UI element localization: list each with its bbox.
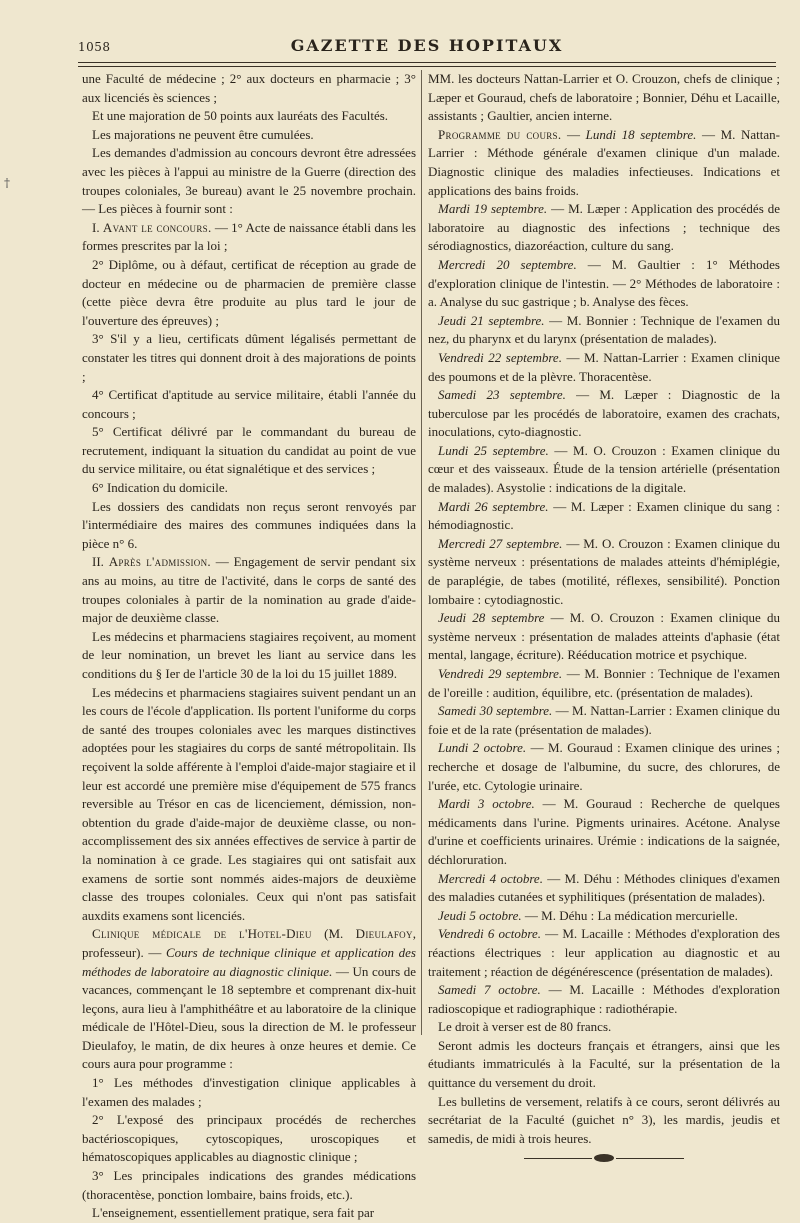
heading-run: Après l'admission.	[108, 554, 211, 570]
text-run: 3° S'il y a lieu, certificats dûment légalisés permettant de constater les titres qui donnent droit à des majorations de points ;	[82, 331, 416, 384]
text-run: Les demandes d'admission au concours devront être adressées avec les pièces à l'appui au ministre de la Guerre (direction des troupes coloniales, 3e bureau) avant le 25 novembre prochain. — Les pièces à fournir sont :	[82, 145, 416, 217]
text-run: — M. Gouraud : Examen clinique des urines ; recherche et dosage de l'albumine, du sucre, des chlorures, de l'urée, etc. Cytologie urinaire.	[428, 740, 780, 793]
paragraph	[82, 479, 416, 498]
paragraph	[428, 312, 780, 349]
date-run: Vendredi 29 septembre.	[438, 666, 563, 681]
paragraph	[428, 609, 780, 665]
paragraph	[428, 70, 780, 126]
paragraph	[428, 665, 780, 702]
date-run: Mercredi 27 septembre.	[438, 535, 563, 551]
paragraph	[428, 498, 780, 535]
paragraph	[82, 1204, 416, 1223]
text-run: — M. Lacaille : Méthodes d'exploration des réactions électriques : leur application au diagnostic et au traitement ; réaction de dégénérescence (présentation de malades).	[428, 926, 780, 979]
date-run: Mercredi 20 septembre.	[438, 256, 577, 272]
paragraph	[428, 907, 780, 926]
text-run: — M. Nattan-Larrier : Méthode générale d'examen clinique d'un malade. Diagnostic clinique des maladies infectieuses. Indications et applications des bains froids.	[428, 126, 780, 198]
paragraph	[82, 553, 416, 627]
text-run: — M. Gaultier : 1° Méthodes d'exploration clinique de l'intestin. — 2° Méthodes de laboratoire : a. Analyse du suc gastrique ; b. Analyse des fèces.	[428, 256, 780, 310]
text-run: — M. Bonnier : Technique de l'examen de l'oreille : audition, équilibre, etc. (présentation de malades).	[428, 666, 780, 700]
paragraph	[428, 200, 780, 256]
text-run: — M. Nattan-Larrier : Examen clinique du foie et de la rate (présentation de malades).	[428, 703, 780, 737]
date-run: Samedi 30 septembre.	[438, 703, 553, 719]
paragraph	[82, 126, 416, 145]
column-divider	[421, 70, 422, 1035]
paragraph	[428, 535, 780, 609]
paragraph	[428, 870, 780, 907]
paragraph	[82, 256, 416, 330]
page-header	[78, 36, 776, 64]
paragraph	[82, 498, 416, 554]
text-run: — M. O. Crouzon : Examen clinique du système nerveux : présentations de malades atteints d'hémiplégie, de paraplégie, de tabes (motilité, réflexes, sensibilité). Ponction lombaire : cytodiagnostic.	[428, 535, 780, 607]
date-run: Mardi 19 septembre.	[438, 201, 548, 217]
date-run: Lundi 25 septembre.	[438, 442, 549, 458]
text-run: 1° Les méthodes d'investigation clinique applicables à l'examen des malades ;	[82, 1075, 416, 1109]
paragraph	[428, 256, 780, 312]
paragraph	[428, 739, 780, 795]
text-run: — 1° Acte de naissance établi dans les formes prescrites par la loi ;	[82, 219, 416, 254]
paragraph	[82, 386, 416, 423]
paragraph	[82, 144, 416, 218]
text-run: — M. Læper : Examen clinique du sang : hémodiagnostic.	[428, 498, 780, 533]
text-run: MM. les docteurs Nattan-Larrier et O. Crouzon, chefs de clinique ; Læper et Gouraud, chefs de laboratoire ; Bonnier, Déhu et Lacaille, assistants ; Gaultier, ancien interne.	[428, 71, 780, 124]
paragraph	[428, 981, 780, 1018]
text-run: — M. Nattan-Larrier : Examen clinique des poumons et de la plèvre. Thoracentèse.	[428, 349, 780, 384]
text-run: —	[561, 126, 586, 142]
paragraph	[428, 1037, 780, 1093]
text-run: Les médecins et pharmaciens stagiaires reçoivent, au moment de leur nomination, un brevet les liant au service dans les conditions du § Ier de l'article 30 de la loi du 15 juillet 1889.	[82, 628, 416, 681]
paragraph	[82, 1111, 416, 1167]
date-run: Samedi 7 octobre.	[438, 982, 541, 998]
date-run: Lundi 18 septembre.	[585, 126, 697, 142]
text-run: 2° Diplôme, ou à défaut, certificat de réception au grade de docteur en médecine ou de pharmacien de première classe (cette pièce devra être produite au plus tard le jour de l'ouverture des épreuves) ;	[82, 256, 416, 328]
text-run: , professeur). —	[82, 926, 416, 960]
date-run: Jeudi 5 octobre.	[438, 907, 522, 923]
page-number: 1058	[78, 40, 111, 54]
date-run: Samedi 23 septembre.	[438, 387, 566, 403]
date-run: Jeudi 28 septembre	[438, 610, 545, 626]
date-run: Mardi 3 octobre.	[438, 796, 535, 812]
paragraph	[82, 628, 416, 684]
paragraph	[82, 423, 416, 479]
text-run: 3° Les principales indications des grandes médications (thoracentèse, ponction lombaire, bains froids, etc.).	[82, 1168, 416, 1202]
margin-mark: †	[4, 176, 10, 190]
text-run: 5° Certificat délivré par le commandant du bureau de recrutement, indiquant la situation du candidat au point de vue du service militaire, ou état signalétique et des services ;	[82, 424, 416, 477]
heading-run: Programme du cours.	[438, 126, 562, 142]
paragraph	[82, 219, 416, 256]
text-run: — M. Læper : Diagnostic de la tuberculose par les procédés de laboratoire, examen des crachats, inoculations, cyto-diagnostic.	[428, 387, 781, 440]
text-run: — M. Læper : Application des procédés de laboratoire au diagnostic des infections ; technique des sérodiagnostics, diazoréaction, culture du sang.	[428, 201, 780, 254]
paragraph	[428, 925, 780, 981]
text-run: 4° Certificat d'aptitude au service militaire, établi l'année du concours ;	[82, 387, 416, 421]
date-run: Vendredi 6 octobre.	[438, 926, 542, 942]
date-run: Lundi 2 octobre.	[438, 740, 527, 756]
paragraph	[428, 386, 780, 442]
text-run: — M. Bonnier : Technique de l'examen du nez, du pharynx et du larynx (présentation de malades).	[428, 312, 780, 347]
text-run: Les bulletins de versement, relatifs à ce cours, seront délivrés au secrétariat de la Faculté (guichet n° 3), les mardis, jeudis et samedis, de midi à trois heures.	[428, 1093, 780, 1146]
text-run: une Faculté de médecine ; 2° aux docteurs en pharmacie ; 3° aux licenciés ès sciences ;	[82, 71, 416, 105]
text-run: — M. Déhu : Méthodes cliniques d'examen des maladies cutanées et syphilitiques (présentation de malades).	[428, 870, 780, 905]
text-run: — Engagement de servir pendant six ans au moins, au titre de l'activité, dans le corps de santé des troupes coloniales à partir de la nomination au grade d'aide-major de deuxième classe.	[82, 554, 416, 626]
text-run: — M. O. Crouzon : Examen clinique du cœur et des vaisseaux. Étude de la tension artérielle (présentation de malades). Asystolie : indications de la digitale.	[428, 442, 780, 496]
paragraph	[428, 702, 780, 739]
text-run: (M.	[311, 926, 356, 942]
paragraph	[82, 1167, 416, 1204]
text-run: I.	[92, 219, 103, 235]
paragraph	[428, 126, 780, 200]
text-run: — M. Déhu : La médication mercurielle.	[521, 907, 738, 923]
date-run: Mercredi 4 octobre.	[438, 870, 543, 886]
right-column	[428, 70, 780, 1164]
end-ornament	[524, 1152, 684, 1164]
paragraph	[428, 795, 780, 869]
text-run: 2° L'exposé des principaux procédés de recherches bactérioscopiques, cytoscopiques, uroscopiques et hématoscopiques applicables au diagnostic clinique ;	[82, 1112, 416, 1165]
date-run: Jeudi 21 septembre.	[438, 312, 545, 328]
paragraph	[82, 925, 416, 1074]
paragraph	[428, 1093, 780, 1149]
date-run: Cours de technique clinique et application des méthodes de laboratoire au diagnostic clinique.	[82, 944, 416, 979]
text-run: — M. Gouraud : Recherche de quelques médicaments dans l'urine. Pigments urinaires. Acétone. Analyse d'urine et coefficients urinaires. Urémie : indications de la saignée, déchloruration.	[428, 796, 780, 867]
heading-run: Dieulafoy	[355, 926, 413, 942]
paragraph	[82, 70, 416, 107]
paragraph	[82, 1074, 416, 1111]
heading-run: Clinique médicale de l'Hotel-Dieu	[92, 926, 312, 942]
text-run: Les dossiers des candidats non reçus seront renvoyés par l'intermédiaire des maires des communes indiquées dans la pièce n° 6.	[82, 498, 416, 551]
date-run: Vendredi 22 septembre.	[438, 349, 562, 365]
text-run: 6° Indication du domicile.	[92, 480, 228, 496]
text-run: — M. O. Crouzon : Examen clinique du système nerveux : présentation de malades atteints d'aphasie (état mental, langage, écriture). Rééducation motrice et psychique.	[428, 610, 780, 663]
text-run: II.	[92, 554, 109, 570]
paragraph	[428, 1018, 780, 1037]
paragraph	[428, 349, 780, 386]
text-run: L'enseignement, essentiellement pratique, sera fait par	[92, 1205, 375, 1221]
text-run: Le droit à verser est de 80 francs.	[438, 1019, 612, 1035]
paragraph	[82, 684, 416, 926]
text-run: Et une majoration de 50 points aux lauréats des Facultés.	[92, 108, 389, 124]
text-run: Seront admis les docteurs français et étrangers, ainsi que les étudiants immatriculés à la Faculté, sur la présentation de la quittance du versement du droit.	[428, 1037, 780, 1091]
paragraph	[82, 330, 416, 386]
journal-title: GAZETTE DES HOPITAUX	[290, 36, 564, 55]
left-column	[82, 70, 416, 1223]
header-rule-bottom	[78, 66, 776, 67]
text-run: — Un cours de vacances, commençant le 18 septembre et comprenant dix-huit leçons, aura lieu à l'amphithéâtre et au laboratoire de la clinique médicale de l'Hôtel-Dieu, sous la direction de M. le professeur Dieulafoy, le matin, de dix heures à onze heures et demie. Ce cours aura pour programme :	[82, 963, 416, 1072]
text-run: — M. Lacaille : Méthodes d'exploration radioscopique et radiographique : radiothérapie.	[428, 982, 780, 1016]
paragraph	[82, 107, 416, 126]
text-run: Les médecins et pharmaciens stagiaires suivent pendant un an les cours de l'école d'application. Ils portent l'uniforme du corps de santé des troupes coloniales avec les marques distinctives adoptées pour les stagiaires du corps de santé métropolitain. Ils reçoivent la solde afférente à l'emploi d'aide-major stagiaire et il leur est accordé une première mise d'équipement de 575 francs reversible au Trésor en cas de licenciement, démission, non-obtention du grade d'aide-major de deuxième classe, ou non-accomplissement des six années effectives de service à partir de la nomination à ce grade. Les stagiaires qui ont satisfait aux examens de sortie sont nommés aides-majors de deuxième classe des troupes coloniales. Ceux qui n'ont pas satisfait auxdits examens sont licenciés.	[82, 684, 416, 923]
date-run: Mardi 26 septembre.	[438, 498, 549, 514]
paragraph	[428, 442, 780, 498]
text-run: Les majorations ne peuvent être cumulées.	[92, 126, 314, 142]
header-rule-top	[78, 62, 776, 63]
heading-run: Avant le concours.	[102, 219, 212, 235]
